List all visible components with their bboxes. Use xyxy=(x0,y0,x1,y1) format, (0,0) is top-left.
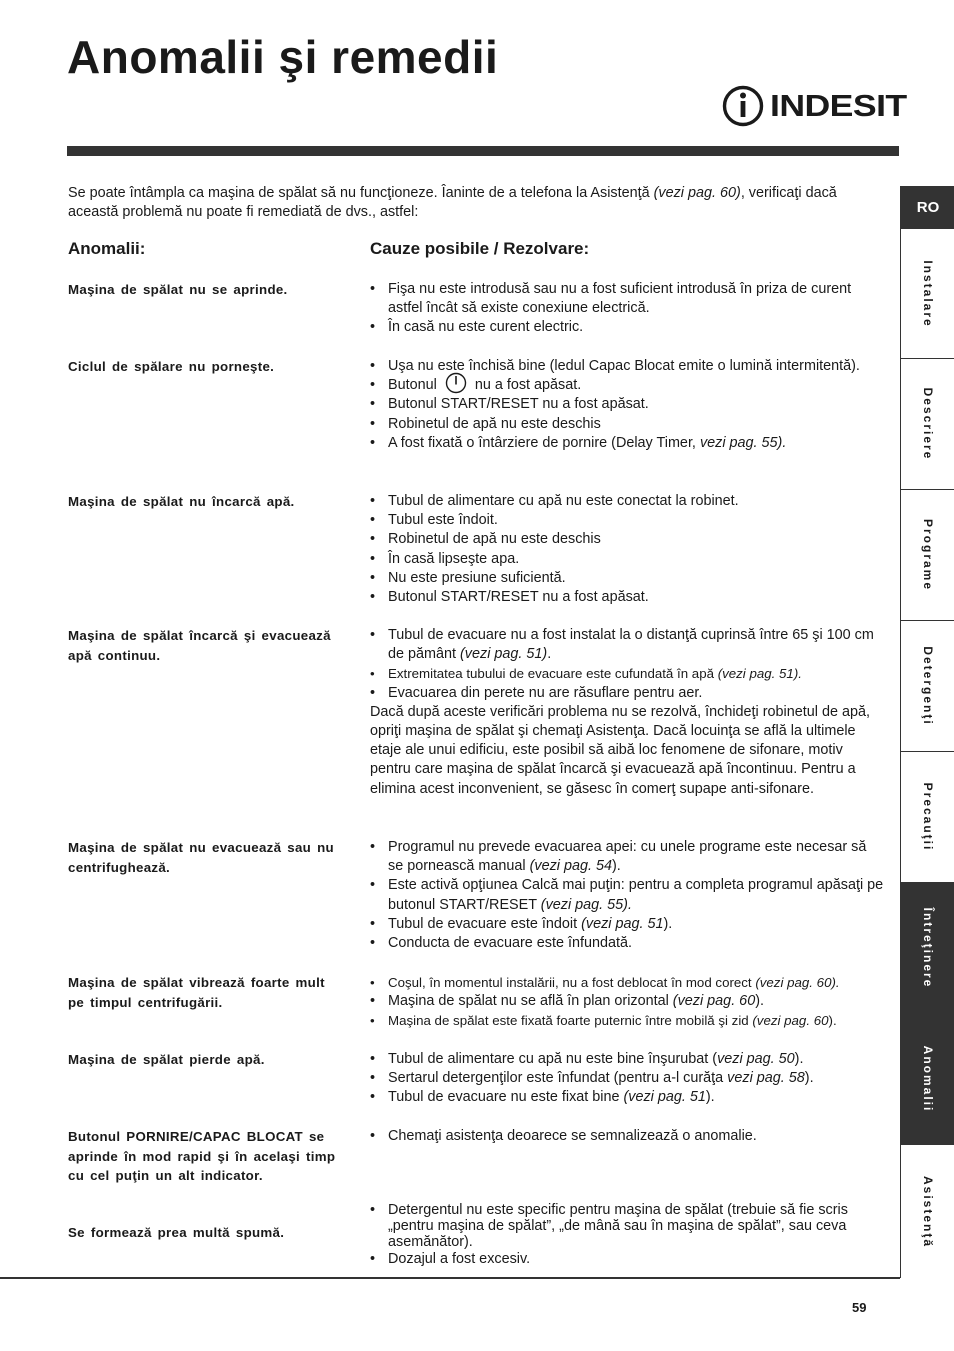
sidebar-tab[interactable] xyxy=(901,228,954,358)
causes-list xyxy=(370,280,885,338)
sidebar-tab[interactable] xyxy=(901,1013,954,1144)
page-reference: (vezi pag. 60 xyxy=(672,993,756,1010)
page-reference: (vezi pag. 60 xyxy=(752,1013,829,1029)
anomaly-label: Maşina de spălat încarcă şi evacuează apă continuu. xyxy=(68,628,331,663)
anomaly-label: Se formează prea multă spumă. xyxy=(68,1225,285,1240)
cause-note: Dacă după aceste verificări problema nu se rezolvă, închideţi robinetul de apă, opriţi maşina de spălat şi chemaţi Asistenţa. Dacă locuinţa se află la ultimele etaje ale unui edificiu, este posibil să aibă loc fenomene de sifonare, motiv pentru care maşina de spălat încarcă şi evacuează apă încontinuu. Pentru a elimina acest inconvenient, se găsesc în comerţ supape anti-sifonare. xyxy=(370,703,870,797)
cause-bullets xyxy=(370,1127,885,1146)
anomaly-label: Ciclul de spălare nu porneşte. xyxy=(68,359,275,374)
power-button-icon xyxy=(445,372,467,394)
page-reference: (vezi pag. 60). xyxy=(755,975,840,990)
cause-item: • Fişa nu este introdusă sau nu a fost suficient introdusă în priza de curent astfel încât să existe conexiune electrică. xyxy=(370,280,885,318)
cause-item: • Sertarul detergenţilor este înfundat (pentru a-l curăţa vezi pag. 58). xyxy=(370,1069,885,1088)
causes-list xyxy=(370,626,885,799)
cause-item: • A fost fixată o întârziere de pornire (Delay Timer, vezi pag. 55). xyxy=(370,434,885,453)
anomaly-label: Maşina de spălat nu se aprinde. xyxy=(68,282,288,297)
causes-header: Cauze posibile / Rezolvare: xyxy=(370,239,590,258)
cause-item: • Coşul, în momentul instalării, nu a fost deblocat în mod corect (vezi pag. 60). xyxy=(370,973,885,992)
cause-item: • Butonul nu a fost apăsat. xyxy=(370,376,885,395)
cause-item: • Tubul de evacuare nu este fixat bine (vezi pag. 51). xyxy=(370,1088,885,1107)
section-sidebar xyxy=(900,186,954,1278)
intro-ref: (vezi pag. 60) xyxy=(653,185,741,201)
cause-item: • Robinetul de apă nu este deschis xyxy=(370,530,885,549)
cause-item: • Maşina de spălat este fixată foarte puternic între mobilă şi zid (vezi pag. 60). xyxy=(370,1011,885,1030)
cause-bullets xyxy=(370,1202,885,1269)
page-reference: vezi pag. 55). xyxy=(699,434,787,451)
sidebar-tab[interactable] xyxy=(901,489,954,620)
page-reference: (vezi pag. 51). xyxy=(717,666,802,682)
page-reference: (vezi pag. 51 xyxy=(623,1089,706,1106)
anomaly-label: Butonul PORNIRE/CAPAC BLOCAT se aprinde în mod rapid şi în acelaşi timp cu cel puţin un alt indicator. xyxy=(68,1129,336,1183)
cause-bullets xyxy=(370,280,885,338)
sidebar-tab-label: Descriere xyxy=(921,387,935,461)
cause-bullets xyxy=(370,838,885,953)
causes-list xyxy=(370,1127,885,1146)
cause-item: • Nu este presiune suficientă. xyxy=(370,569,885,588)
sidebar-tab-label: Detergenţi xyxy=(921,646,935,726)
cause-item: • Tubul este îndoit. xyxy=(370,511,885,530)
cause-bullets xyxy=(370,357,885,453)
sidebar-tab[interactable] xyxy=(901,358,954,489)
cause-item: • Extremitatea tubului de evacuare este cufundată în apă (vezi pag. 51). xyxy=(370,664,885,683)
sidebar-tab[interactable] xyxy=(901,1144,954,1278)
sidebar-tab-label: Precauţii xyxy=(921,782,935,852)
cause-bullets xyxy=(370,1050,885,1108)
indesit-logo-icon xyxy=(722,85,764,127)
causes-list xyxy=(370,357,885,453)
cause-item: • Detergentul nu este specific pentru maşina de spălat (trebuie să fie scris „pentru maşina de spălat”, „de mână sau în maşina de spălat”, sau ceva asemănător). xyxy=(370,1202,885,1250)
header-rule xyxy=(67,146,899,156)
anomaly-label: Maşina de spălat pierde apă. xyxy=(68,1052,265,1067)
page-title: Anomalii şi remedii xyxy=(67,31,499,83)
sidebar-tab-label: Programe xyxy=(921,518,935,592)
indesit-logo xyxy=(722,86,907,126)
intro-part1: Se poate întâmpla ca maşina de spălat să nu funcţioneze. Îaninte de a telefona la Asistenţă xyxy=(68,185,654,201)
sidebar-tab-label: Anomalii xyxy=(921,1045,935,1113)
cause-item: • Dozajul a fost excesiv. xyxy=(370,1250,885,1269)
causes-list xyxy=(370,492,885,607)
page-reference: (vezi pag. 55). xyxy=(540,896,632,913)
sidebar-tab-label: Asistenţă xyxy=(921,1175,935,1248)
language-tab: RO xyxy=(901,186,954,228)
causes-list xyxy=(370,973,885,1031)
page-reference: vezi pag. 58 xyxy=(727,1070,805,1087)
cause-item: • Tubul de alimentare cu apă nu este conectat la robinet. xyxy=(370,492,885,511)
sidebar-tab-label: Instalare xyxy=(921,259,935,328)
cause-bullets xyxy=(370,973,885,1031)
cause-item: • Programul nu prevede evacuarea apei: cu unele programe este necesar să se pornească manual (vezi pag. 54). xyxy=(370,838,885,876)
anomaly-label: Maşina de spălat nu încarcă apă. xyxy=(68,494,295,509)
cause-item: • În casă lipseşte apa. xyxy=(370,550,885,569)
brand-name: INDESIT xyxy=(770,88,907,123)
cause-item: • Uşa nu este închisă bine (ledul Capac Blocat emite o lumină intermitentă). xyxy=(370,357,885,376)
page-reference: (vezi pag. 54 xyxy=(529,858,613,875)
sidebar-tab[interactable] xyxy=(901,882,954,1013)
causes-list xyxy=(370,838,885,953)
intro-text xyxy=(68,184,883,222)
sidebar-tab[interactable] xyxy=(901,620,954,751)
cause-item: • Tubul de evacuare nu a fost instalat la o distanţă cuprinsă între 65 şi 100 cm de pământ (vezi pag. 51). xyxy=(370,626,885,664)
cause-item: • Tubul de evacuare este îndoit (vezi pag. 51). xyxy=(370,915,885,934)
cause-item: • Chemaţi asistenţa deoarece se semnalizează o anomalie. xyxy=(370,1127,885,1146)
cause-item: • Maşina de spălat nu se află în plan orizontal (vezi pag. 60). xyxy=(370,992,885,1011)
sidebar-tab-label: Întreţinere xyxy=(921,907,935,989)
cause-item: • Este activă opţiunea Calcă mai puţin: pentru a completa programul apăsaţi pe butonul START/RESET (vezi pag. 55). xyxy=(370,876,885,914)
cause-item: • Butonul START/RESET nu a fost apăsat. xyxy=(370,395,885,414)
anomaly-label: Maşina de spălat nu evacuează sau nu centrifughează. xyxy=(68,840,334,875)
cause-item: • În casă nu este curent electric. xyxy=(370,318,885,337)
cause-item: • Evacuarea din perete nu are răsuflare pentru aer. xyxy=(370,684,885,703)
cause-item: • Butonul START/RESET nu a fost apăsat. xyxy=(370,588,885,607)
page-reference: (vezi pag. 51) xyxy=(460,646,548,663)
cause-item: • Tubul de alimentare cu apă nu este bine înşurubat (vezi pag. 50). xyxy=(370,1050,885,1069)
causes-list xyxy=(370,1202,885,1269)
causes-list xyxy=(370,1050,885,1108)
footer-rule xyxy=(0,1277,900,1279)
intro-part2: , verificaţi dacă această problemă nu poate fi remediată de dvs., astfel: xyxy=(68,185,837,220)
anomaly-label: Maşina de spălat vibrează foarte mult pe timpul centrifugării. xyxy=(68,975,325,1010)
cause-bullets xyxy=(370,626,885,703)
cause-bullets xyxy=(370,492,885,607)
anomalii-header: Anomalii: xyxy=(68,239,146,258)
page-number: 59 xyxy=(852,1300,867,1315)
page-reference: (vezi pag. 51 xyxy=(581,915,664,932)
page-reference: vezi pag. 50 xyxy=(717,1051,795,1067)
cause-item: • Robinetul de apă nu este deschis xyxy=(370,415,885,434)
sidebar-tab[interactable] xyxy=(901,751,954,882)
cause-item: • Conducta de evacuare este înfundată. xyxy=(370,934,885,953)
